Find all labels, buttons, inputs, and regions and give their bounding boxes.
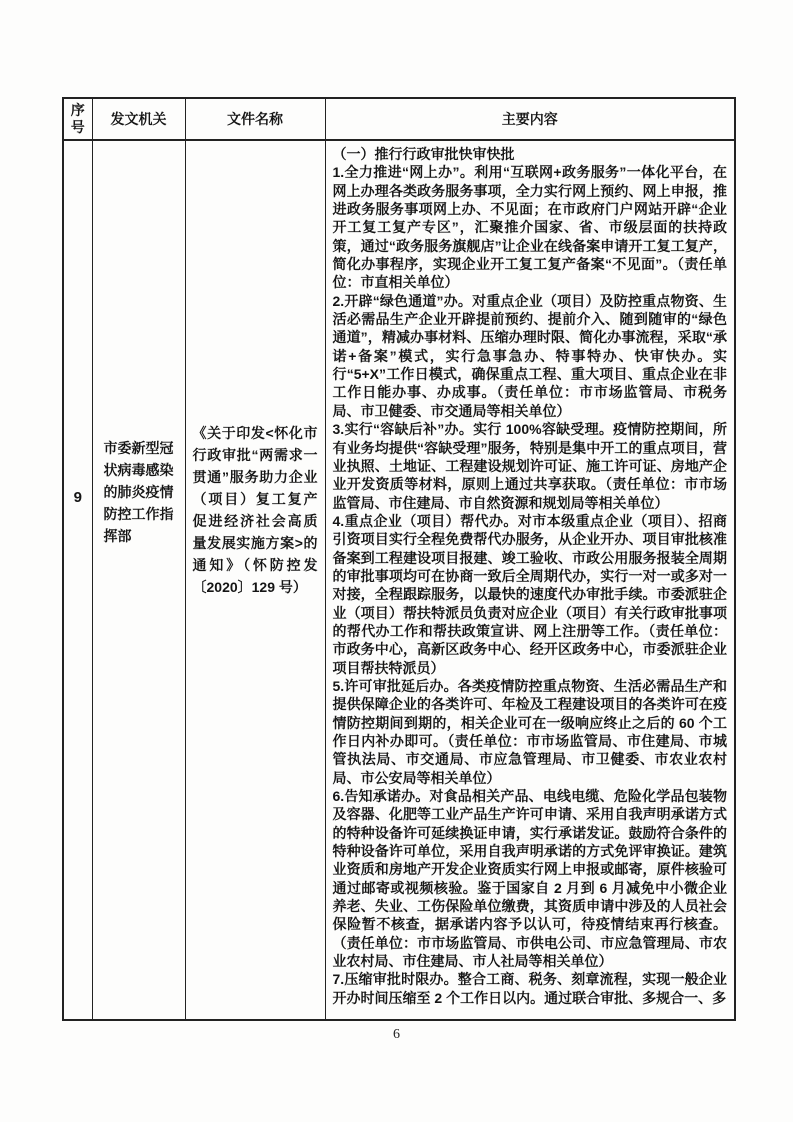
- content-paragraph-6: 6.告知承诺办。对食品相关产品、电线电缆、危险化学品包装物及容器、化肥等工业产品生产许可申请、采用自我声明承诺方式的特种设备许可延续换证申请，实行承诺发证。鼓励符合条件的特种设备许可单位，采用自我声明承诺的方式免评审换证。建筑业资质和房地产开发企业资质实行网上申报或邮寄，原件核验可通过邮寄或视频核验。鉴于国家自 2 月到 6 月减免中小微企业养老、失业、工伤保险单位缴费，其资质申请中涉及的人员社会保险暂不核查，据承诺内容予以认可，待疫情结束再行核查。（责任单位：市市场监管局、市供电公司、市应急管理局、市农业农村局、市住建局、市人社局等相关单位）: [332, 788, 727, 970]
- content-paragraph-3: 3.实行“容缺后补”办。实行 100%容缺受理。疫情防控期间，所有业务均提供“容缺受理”服务，特别是集中开工的重点项目，营业执照、土地证、工程建设规划许可证、施工许可证、房地产企业开发资质等材料，原则上通过共享获取。（责任单位：市市场监管局、市住建局、市自然资源和规划局等相关单位）: [332, 421, 727, 511]
- serial-number-cell: [63, 140, 92, 1020]
- issuing-agency-cell: [92, 140, 185, 1020]
- table-header-row: [63, 98, 735, 140]
- main-content-cell: [325, 140, 735, 1020]
- content-paragraph-5: 5.许可审批延后办。各类疫情防控重点物资、生活必需品生产和提供保障企业的各类许可、年检及工程建设项目的各类许可在疫情防控期间到期的，相关企业可在一级响应终止之后的 60 个工作日内补办即可。（责任单位：市市场监管局、市住建局、市城管执法局、市交通局、市应急管理局、市卫健委、市农业农村局、市公安局等相关单位）: [332, 677, 727, 786]
- content-paragraph-heading: （一）推行行政审批快审快批: [332, 146, 515, 162]
- content-paragraph-1: 1.全力推进“网上办”。利用“互联网+政务服务”一体化平台，在网上办理各类政务服务事项，全力实行网上预约、网上申报，推进政务服务事项网上办、不见面；在市政府门户网站开辟“企业开工复工复产专区”，汇聚推介国家、省、市级层面的扶持政策，通过“政务服务旗舰店”让企业在线备案申请开工复工复产，简化办事程序，实现企业开工复工复产备案“不见面”。（责任单位：市直相关单位）: [332, 164, 727, 291]
- document-title: 《关于印发<怀化市行政审批“两需求一贯通”服务助力企业（项目）复工复产促进经济社会高质量发展实施方案>的通知》（怀防控发〔2020〕129 号）: [192, 425, 318, 595]
- page-number: 6: [393, 1027, 400, 1042]
- policy-summary-table: [62, 97, 736, 1021]
- content-paragraph-2: 2.开辟“绿色通道”办。对重点企业（项目）及防控重点物资、生活必需品生产企业开辟提前预约、提前介入、随到随审的“绿色通道”，精减办事材料、压缩办理时限、简化办事流程，采取“承诺+备案”模式，实行急事急办、特事特办、快审快办。实行“5+X”工作日模式，确保重点工程、重大项目、重点企业在非工作日能办事、办成事。（责任单位：市市场监管局、市税务局、市卫健委、市交通局等相关单位）: [332, 292, 727, 419]
- header-issuing-agency: 发文机关: [92, 98, 185, 140]
- content-paragraph-7: 7.压缩审批时限办。整合工商、税务、刻章流程，实现一般企业开办时间压缩至 2 个工作日以内。通过联合审批、多规合一、多: [332, 971, 727, 1006]
- header-main-content: 主要内容: [325, 98, 735, 140]
- document-name-cell: [185, 140, 325, 1020]
- table-row: [63, 140, 735, 1020]
- header-serial-number: 序号: [63, 98, 92, 140]
- serial-number: 9: [73, 489, 82, 506]
- main-content-text: [326, 141, 735, 1017]
- header-document-name: 文件名称: [185, 98, 325, 140]
- issuing-agency-name: 市委新型冠状病毒感染的肺炎疫情防控工作指挥部: [103, 440, 174, 544]
- content-paragraph-4: 4.重点企业（项目）帮代办。对市本级重点企业（项目）、招商引资项目实行全程免费帮代办服务，从企业开办、项目审批核准备案到工程建设项目报建、竣工验收、市政公用服务报装全周期的审批事项均可在协商一致后全周期代办，实行一对一或多对一对接，全程跟踪服务，以最快的速度代办审批手续。市委派驻企业（项目）帮扶特派员负责对应企业（项目）有关行政审批事项的帮代办工作和帮扶政策宣讲、网上注册等工作。（责任单位：市政务中心，高新区政务中心、经开区政务中心，市委派驻企业项目帮扶特派员）: [332, 512, 727, 676]
